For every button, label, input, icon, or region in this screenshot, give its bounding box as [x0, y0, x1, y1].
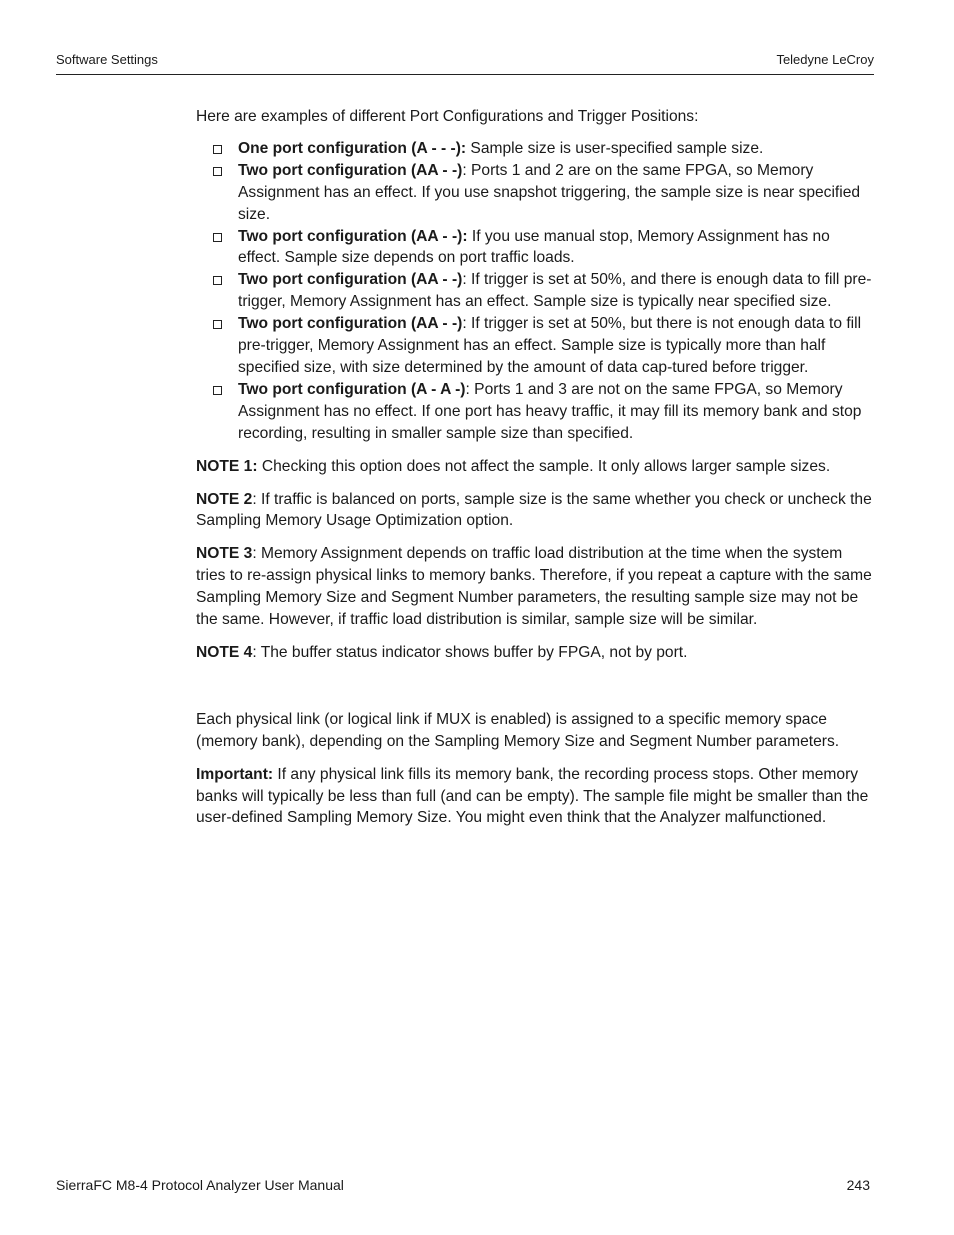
- list-item: [238, 313, 876, 379]
- note-4: [196, 642, 876, 664]
- list-item: [238, 138, 876, 160]
- list-item-label: One port configuration (A - - -):: [238, 139, 467, 157]
- note-text: : If traffic is balanced on ports, sample size is the same whether you check or uncheck the Sampling Memory Usage Optimization option.: [196, 490, 872, 530]
- note-text: Checking this option does not affect the sample. It only allows larger sample sizes.: [257, 457, 831, 475]
- list-item: [238, 379, 876, 445]
- note-label: NOTE 1:: [196, 457, 258, 475]
- important-text: If any physical link fills its memory bank, the recording process stops. Other memory banks will typically be less than full (and can be empty). The sample file might be smaller than the user-defined Sampling Memory Size. You might even think that the Analyzer malfunctioned.: [196, 765, 869, 827]
- list-item-label: Two port configuration (AA - -): [238, 271, 463, 289]
- list-item-text: : If trigger is set at 50%, but there is not enough data to fill pre-trigger, Memory Assignment has an effect. Sample size is typically more than half specified size, with size determined by the amount of data cap-tured before trigger.: [238, 315, 862, 376]
- page-header: [56, 52, 874, 75]
- list-item-label: Two port configuration (AA - -):: [238, 227, 468, 245]
- checkbox-bullet-icon: [213, 233, 222, 242]
- important-paragraph: [196, 764, 876, 830]
- note-label: NOTE 3: [196, 545, 253, 563]
- checkbox-bullet-icon: [213, 145, 222, 154]
- checkbox-bullet-icon: [213, 320, 222, 329]
- list-item: [238, 160, 876, 226]
- header-section-title: Software Settings: [56, 52, 158, 67]
- list-item-text: : Ports 1 and 3 are not on the same FPGA, so Memory Assignment has no effect. If one port has heavy traffic, it may fill its memory bank and stop recording, resulting in smaller sample size than specified.: [238, 380, 862, 442]
- list-item-text: : Ports 1 and 2 are on the same FPGA, so Memory Assignment has an effect. If you use snapshot triggering, the sample size is near specified size.: [238, 161, 861, 223]
- checkbox-bullet-icon: [213, 276, 222, 285]
- port-config-list: [196, 138, 876, 445]
- checkbox-bullet-icon: [213, 167, 222, 176]
- note-label: NOTE 2: [196, 490, 253, 508]
- note-text: : Memory Assignment depends on traffic load distribution at the time when the system tries to re-assign physical links to memory banks. Therefore, if you repeat a capture with the same Sampling Memory Size and Segment Number parameters, the resulting sample size may not be the same. However, if traffic load distribution is similar, sample size will be similar.: [196, 545, 872, 629]
- note-text: : The buffer status indicator shows buffer by FPGA, not by port.: [252, 643, 688, 661]
- list-item: [238, 226, 876, 270]
- list-item-label: Two port configuration (AA - -): [238, 315, 463, 333]
- page-footer: [56, 1177, 870, 1193]
- note-2: [196, 489, 876, 533]
- note-3: [196, 543, 876, 631]
- list-item-text: If you use manual stop, Memory Assignment has no effect. Sample size depends on port traffic loads.: [238, 227, 830, 267]
- list-item: [238, 269, 876, 313]
- section-spacer: [196, 675, 876, 709]
- footer-manual-title: SierraFC M8-4 Protocol Analyzer User Manual: [56, 1177, 344, 1193]
- checkbox-bullet-icon: [213, 386, 222, 395]
- list-item-label: Two port configuration (A - A -): [238, 380, 466, 398]
- physical-link-paragraph: Each physical link (or logical link if MUX is enabled) is assigned to a specific memory space (memory bank), depending on the Sampling Memory Size and Segment Number parameters.: [196, 710, 840, 750]
- intro-paragraph: Here are examples of different Port Configurations and Trigger Positions:: [196, 108, 699, 125]
- list-item-text: Sample size is user-specified sample size.: [466, 139, 764, 157]
- note-label: NOTE 4: [196, 643, 253, 661]
- list-item-text: : If trigger is set at 50%, and there is enough data to fill pre-trigger, Memory Assignment has an effect. Sample size is typically near specified size.: [238, 271, 872, 311]
- note-1: [196, 456, 876, 478]
- page-content: [196, 106, 876, 840]
- list-item-label: Two port configuration (AA - -): [238, 161, 463, 179]
- important-label: Important:: [196, 765, 274, 783]
- header-company: Teledyne LeCroy: [776, 52, 874, 67]
- page-number: 243: [846, 1177, 870, 1193]
